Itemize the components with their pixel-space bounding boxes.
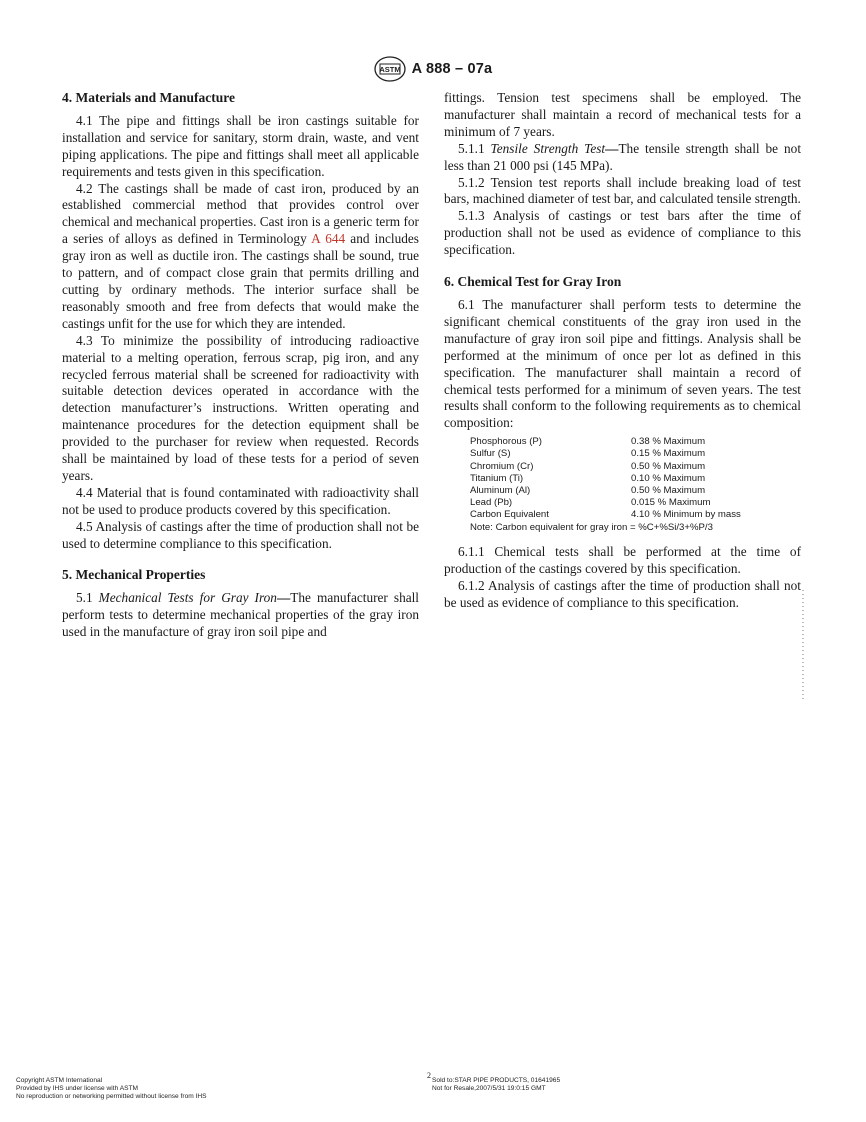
composition-limit: 0.15 % Maximum <box>631 448 706 460</box>
composition-limit: 0.10 % Maximum <box>631 472 706 484</box>
standard-designation: A 888 – 07a <box>411 61 493 77</box>
left-column <box>62 90 419 641</box>
paragraph-4-5: 4.5 Analysis of castings after the time of production shall not be used to determine compliance to this specification. <box>62 518 419 551</box>
astm-logo-icon <box>374 56 406 82</box>
paragraph-6-1-1: 6.1.1 Chemical tests shall be performed at the time of production of the castings covered by this specification. <box>444 543 801 576</box>
reference-link-a644[interactable]: A 644 <box>311 231 346 247</box>
composition-row <box>470 485 801 497</box>
margin-dotted-line <box>800 590 806 702</box>
footer-copyright <box>16 1077 207 1101</box>
composition-limit: 0.015 % Maximum <box>631 497 711 509</box>
page-header <box>0 56 866 82</box>
composition-limit: 4.10 % Minimum by mass <box>631 509 741 521</box>
composition-note: Note: Carbon equivalent for gray iron = %C+%Si/3+%P/3 <box>470 521 713 533</box>
paragraph-5-1-1 <box>444 141 801 175</box>
right-column <box>444 90 801 611</box>
section-4-heading: 4. Materials and Manufacture <box>62 90 235 105</box>
paragraph-4-2 <box>62 181 419 333</box>
page-number: 2 <box>427 1071 431 1080</box>
paragraph-5-1-3: 5.1.3 Analysis of castings or test bars after the time of production shall not be used as evidence of compliance to this specification. <box>444 208 801 258</box>
svg-text:ASTM: ASTM <box>379 65 401 75</box>
paragraph-6-1-2: 6.1.2 Analysis of castings after the time of production shall not be used as evidence of compliance to this specification. <box>444 577 801 610</box>
paragraph-5-1 <box>62 590 419 641</box>
footer-provider-line: Provided by IHS under license with ASTM <box>16 1085 139 1092</box>
paragraph-5-1-2: 5.1.2 Tension test reports shall include breaking load of test bars, machined diameter of test bar, and calculated tensile strength. <box>444 174 801 207</box>
footer-copyright-line: Copyright ASTM International <box>16 1077 103 1084</box>
section-6-heading: 6. Chemical Test for Gray Iron <box>444 274 622 290</box>
composition-element: Phosphorous (P) <box>470 436 542 448</box>
paragraph-4-2-text-b: and includes gray iron as well as ductile iron. The castings shall be sound, true to pattern, and of compact close grain that permits drilling and cutting by ordinary methods. The interior surface shall be reasonably smooth and free from defects that would make the castings unfit for the use for which they are intended. <box>62 231 419 331</box>
composition-row <box>470 461 801 473</box>
paragraph-6-1: 6.1 The manufacturer shall perform tests to determine the significant chemical constituents of the gray iron used in the manufacture of gray iron soil pipe and fittings. Analysis shall be performed at the minimum of once per lot as defined in this specification. The manufacturer shall maintain a record of chemical tests performed for a minimum of seven years. The test results shall conform to the following requirements as to chemical composition: <box>444 296 801 431</box>
paragraph-5-1-continued: fittings. Tension test specimens shall be employed. The manufacturer shall maintain a record of mechanical tests for a minimum of 7 years. <box>444 90 801 139</box>
composition-element: Chromium (Cr) <box>470 460 534 472</box>
paragraph-5-1-1-title: Tensile Strength Test <box>490 140 606 156</box>
composition-element: Titanium (Ti) <box>470 472 524 484</box>
paragraph-5-1-title: Mechanical Tests for Gray Iron <box>98 590 277 606</box>
composition-row <box>470 436 801 448</box>
paragraph-5-1-number: 5.1 <box>76 590 99 606</box>
paragraph-4-3: 4.3 To minimize the possibility of introducing radioactive material to a melting operation, ferrous scrap, pig iron, and any recycled ferrous material shall be screened for radioactivity with suitable detection devices operated in accordance with the detection manufacturer’s instructions. Written operating and maintenance procedures for the detection equipment shall be provided to the purchaser for review when requested. Records shall be maintained by load of these tests for a period of seven years. <box>62 332 419 483</box>
footer-license-line: No reproduction or networking permitted without license from IHS <box>16 1093 207 1100</box>
composition-row <box>470 509 801 521</box>
composition-row <box>470 448 801 460</box>
section-5-heading: 5. Mechanical Properties <box>62 567 206 583</box>
paragraph-5-1-text: The manufacturer shall perform tests to determine mechanical properties of the gray iron used in the manufacture of gray iron soil pipe and <box>62 590 420 640</box>
chemical-composition-table <box>470 436 801 534</box>
paragraph-5-1-1-text: The tensile strength shall be not less than 21 000 psi (145 MPa). <box>444 140 802 173</box>
composition-element: Carbon Equivalent <box>470 509 549 521</box>
paragraph-4-1: 4.1 The pipe and fittings shall be iron castings suitable for installation and service for sanitary, storm drain, waste, and vent piping applications. The pipe and fittings shall meet all applicable requirements and tests given in this specification. <box>62 112 419 179</box>
paragraph-4-2-text-a: 4.2 The castings shall be made of cast iron, produced by an established commercial method that provides control over chemical and mechanical properties. Cast iron is a generic term for a series of alloys as defined in Terminology <box>62 180 419 247</box>
composition-limit: 0.38 % Maximum <box>631 436 706 448</box>
footer-resale-line: Not for Resale,2007/5/31 19:0:15 GMT <box>432 1085 546 1092</box>
paragraph-5-1-1-number: 5.1.1 <box>458 140 491 156</box>
composition-row <box>470 473 801 485</box>
composition-limit: 0.50 % Maximum <box>631 485 706 497</box>
paragraph-5-1-1-dash: — <box>605 140 619 156</box>
paragraph-5-1-dash: — <box>276 590 291 606</box>
composition-element: Sulfur (S) <box>470 448 511 460</box>
composition-row <box>470 497 801 509</box>
paragraph-4-4: 4.4 Material that is found contaminated with radioactivity shall not be used to produce products covered by this specification. <box>62 484 419 517</box>
footer-sold-to-line: Sold to:STAR PIPE PRODUCTS, 01641965 <box>432 1077 561 1084</box>
composition-element: Lead (Pb) <box>470 497 513 509</box>
composition-element: Aluminum (Al) <box>470 485 531 497</box>
footer-sale-info <box>432 1077 560 1093</box>
composition-limit: 0.50 % Maximum <box>631 460 706 472</box>
